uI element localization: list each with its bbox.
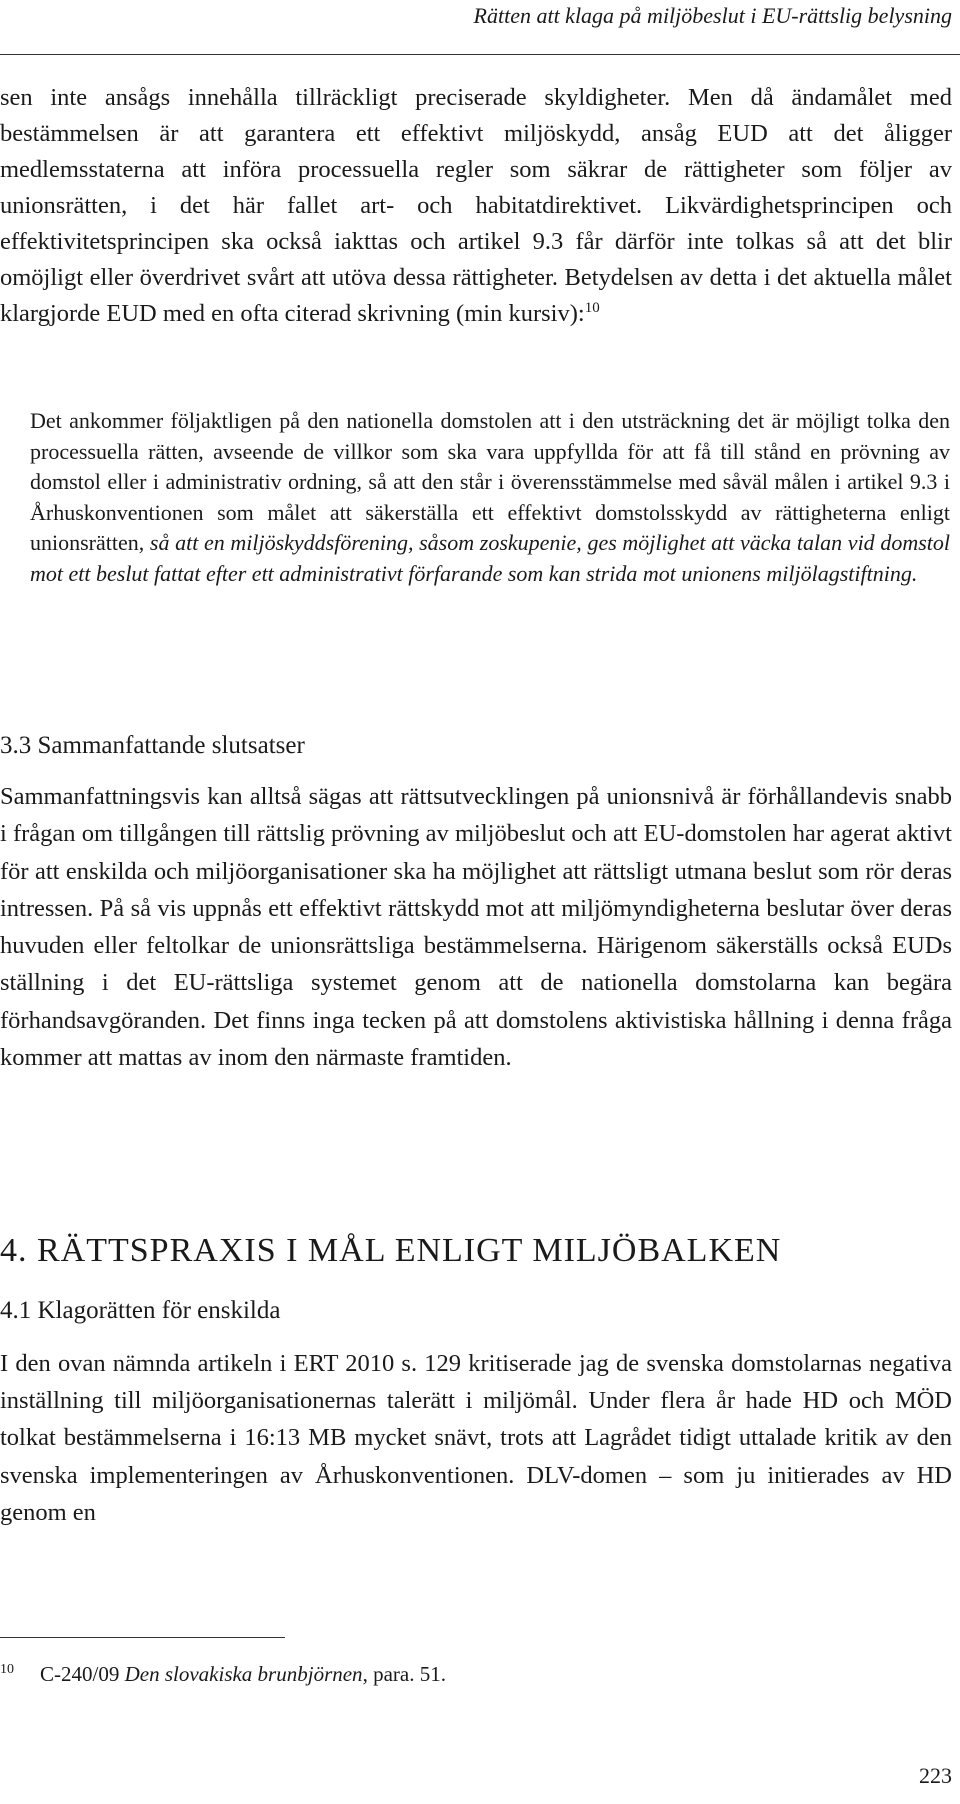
body-paragraph-2: Sammanfattningsvis kan alltså sägas att rättsutvecklingen på unionsnivå är förhållandevis snabb i frågan om tillgången till rättslig prövning av miljöbeslut och att EU-domstolen har agerat aktivt för att enskilda och miljöorganisationer ska ha möjlighet att rättsligt utmana beslut som rör deras intressen. På så vis uppnås ett effektivt rättskydd mot att miljömyndigheterna beslutar över deras huvuden eller feltolkar de unionsrättsliga bestämmelserna. Härigenom säkerställs också EUDs ställning i det EU-rättsliga systemet genom att de nationella domstolarna kan begära förhandsavgöranden. Det finns inga tecken på att domstolens aktivistiska hållning i denna fråga kommer att mattas av inom den närmaste framtiden.: [0, 783, 952, 1072]
quote-text: Det ankommer följaktligen på den nationella domstolen att i den utsträckning det är möjligt tolka den processuella rätten, avseende de villkor som ska vara uppfyllda för att få till stånd en prövning av domstol eller i administrativ ordning, så att den står i överensstämmelse med såväl målen i artikel 9.3 i Århuskonventionen som målet att säkerställa ett effektivt domstolsskydd av rättigheterna enligt unionsrätten,: [30, 408, 950, 555]
body-paragraph-3: I den ovan nämnda artikeln i ERT 2010 s. 129 kritiserade jag de svenska domstolarnas negativa inställning till miljöorganisationernas talerätt i miljömål. Under flera år hade HD och MÖD tolkat bestämmelserna i 16:13 MB mycket snävt, trots att Lagrådet tidigt uttalade kritik av den svenska implementeringen av Århuskonventionen. DLV-domen – som ju initierades av HD genom en: [0, 1350, 952, 1526]
block-quote: [30, 406, 950, 589]
section-heading-3-3: 3.3 Sammanfattande slutsatser: [0, 732, 305, 759]
paragraph-text: sen inte ansågs innehålla tillräckligt preciserade skyldigheter. Men då ändamålet med bestämmelsen är att garantera ett effektivt miljöskydd, ansåg EUD att det åligger medlemsstaterna att införa processuella regler som säkrar de rättigheter som följer av unionsrätten, i det här fallet art- och habitatdirektivet. Likvärdighetsprincipen och effektivitetsprincipen ska också iakttas och artikel 9.3 får därför inte tolkas så att det blir omöjligt eller överdrivet svårt att utöva dessa rättigheter. Betydelsen av detta i det aktuella målet klargjorde EUD med en ofta citerad skrivning (min kursiv):: [0, 84, 952, 327]
quote-italic-text: så att en miljöskyddsförening, såsom zoskupenie, ges möjlighet att väcka talan vid domstol mot ett beslut fattat efter ett administrativt förfarande som kan strida mot unionens miljölagstiftning.: [30, 530, 950, 586]
footnote-case: C-240/09: [40, 1662, 120, 1686]
footnote-number: 10: [0, 1662, 14, 1677]
footnote-case-title: Den slovakiska brunbjörnen: [124, 1662, 363, 1686]
chapter-heading-4: 4. RÄTTSPRAXIS I MÅL ENLIGT MILJÖBALKEN: [0, 1232, 782, 1269]
footnote: [0, 1660, 446, 1688]
footnote-rule: [0, 1637, 285, 1638]
header-rule: [0, 54, 960, 55]
body-paragraph-1: [0, 80, 952, 332]
footnote-rest: , para. 51.: [362, 1662, 446, 1686]
section-heading-4-1: 4.1 Klagorätten för enskilda: [0, 1297, 281, 1324]
footnote-reference[interactable]: 10: [584, 300, 600, 316]
running-header: Rätten att klaga på miljöbeslut i EU-rättslig belysning: [473, 3, 952, 28]
page-number: 223: [919, 1763, 952, 1788]
